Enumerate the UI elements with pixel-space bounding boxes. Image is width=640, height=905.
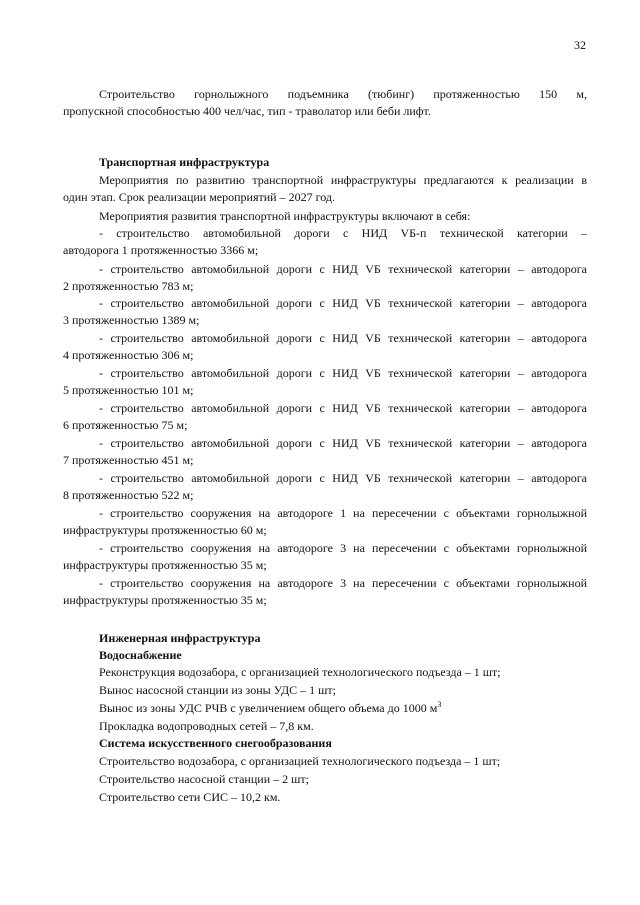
transport-heading: Транспортная инфраструктура xyxy=(99,155,270,169)
snow-heading: Система искусственного снегообразования xyxy=(99,736,332,750)
snow-item: Строительство водозабора, с организацией технологического подъезда – 1 шт; xyxy=(99,754,501,768)
list-item: автодорога 1 протяженностью 3366 м; xyxy=(63,243,259,257)
page-number: 32 xyxy=(574,38,586,52)
list-item: - строительство сооружения на автодороге 3 на пересечении с объектами горнолыжной xyxy=(99,541,587,555)
list-item: - строительство автомобильной дороги с НИД VБ технической категории – автодорога xyxy=(99,471,587,485)
list-item: 8 протяженностью 522 м; xyxy=(63,488,194,502)
list-item: - строительство автомобильной дороги с НИД VБ технической категории – автодорога xyxy=(99,296,587,310)
water-item-text: Вынос из зоны УДС РЧВ с увеличением общего объема до 1000 м xyxy=(99,701,438,715)
list-item: инфраструктуры протяженностью 35 м; xyxy=(63,593,267,607)
list-item: - строительство автомобильной дороги с НИД VБ технической категории – автодорога xyxy=(99,331,587,345)
intro-line-2: пропускной способностью 400 чел/час, тип - траволатор или беби лифт. xyxy=(63,104,431,118)
list-item: 6 протяженностью 75 м; xyxy=(63,418,188,432)
intro-line-1: Строительство горнолыжного подъемника (тюбинг) протяженностью 150 м, xyxy=(99,87,587,101)
list-item: - строительство сооружения на автодороге 1 на пересечении с объектами горнолыжной xyxy=(99,506,587,520)
water-item: Прокладка водопроводных сетей – 7,8 км. xyxy=(99,719,314,733)
water-item: Реконструкция водозабора, с организацией технологического подъезда – 1 шт; xyxy=(99,665,501,679)
list-item: - строительство автомобильной дороги с НИД VБ технической категории – автодорога xyxy=(99,366,587,380)
engineering-heading: Инженерная инфраструктура xyxy=(99,631,261,645)
list-item: инфраструктуры протяженностью 60 м; xyxy=(63,523,267,537)
list-item: инфраструктуры протяженностью 35 м; xyxy=(63,558,267,572)
snow-item: Строительство сети СИС – 10,2 км. xyxy=(99,790,281,804)
snow-item: Строительство насосной станции – 2 шт; xyxy=(99,772,309,786)
list-item: 4 протяженностью 306 м; xyxy=(63,348,194,362)
list-item: - строительство автомобильной дороги с НИД VБ технической категории – автодорога xyxy=(99,436,587,450)
list-item: 3 протяженностью 1389 м; xyxy=(63,313,200,327)
transport-para1-line2: один этап. Срок реализации мероприятий – 2027 год. xyxy=(63,190,335,204)
list-item: - строительство автомобильной дороги с НИД VБ-п технической категории – xyxy=(99,226,587,240)
list-item: 7 протяженностью 451 м; xyxy=(63,453,194,467)
transport-para2: Мероприятия развития транспортной инфраструктуры включают в себя: xyxy=(99,209,471,223)
list-item: - строительство автомобильной дороги с НИД VБ технической категории – автодорога xyxy=(99,401,587,415)
list-item: 5 протяженностью 101 м; xyxy=(63,383,194,397)
list-item: 2 протяженностью 783 м; xyxy=(63,279,194,293)
list-item: - строительство сооружения на автодороге 3 на пересечении с объектами горнолыжной xyxy=(99,576,587,590)
water-item xyxy=(99,701,587,715)
superscript: 3 xyxy=(437,700,442,709)
water-item: Вынос насосной станции из зоны УДС – 1 шт; xyxy=(99,683,336,697)
water-heading: Водоснабжение xyxy=(99,648,182,662)
list-item: - строительство автомобильной дороги с НИД VБ технической категории – автодорога xyxy=(99,262,587,276)
transport-para1-line1: Мероприятия по развитию транспортной инфраструктуры предлагаются к реализации в xyxy=(99,173,587,187)
